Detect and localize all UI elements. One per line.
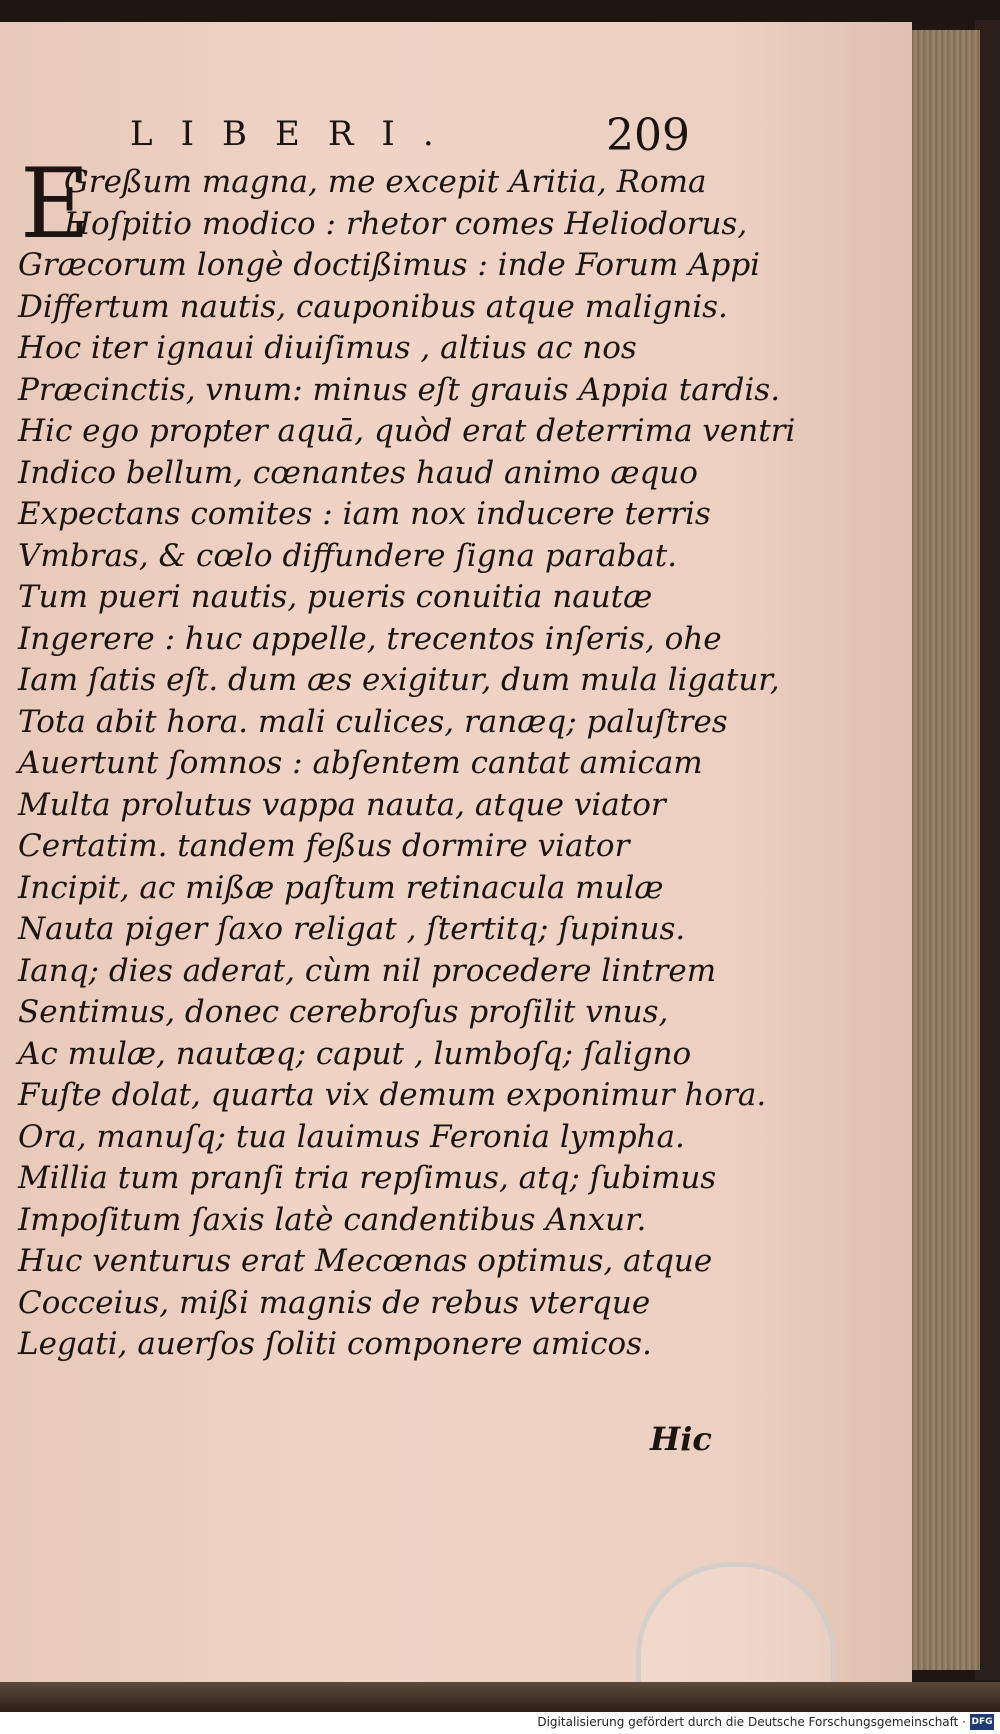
verse-line: Fuſte dolat, quarta vix demum exponimur hora. xyxy=(18,1077,767,1113)
verse-line: Præcinctis, vnum: minus eſt grauis Appia tardis. xyxy=(18,371,781,408)
verse-line: Millia tum pranſi tria repſimus, atq; ſubimus xyxy=(18,1160,717,1196)
verse-line: Ac mulæ, nautæq; caput , lumboſq; ſaligno xyxy=(18,1035,692,1072)
verse-line: Expectans comites : iam nox inducere terris xyxy=(18,496,711,532)
drop-cap: E xyxy=(20,148,91,260)
verse-line: Multa prolutus vappa nauta, atque viator xyxy=(18,786,666,823)
page-number: 209 xyxy=(606,110,690,161)
verse-line: Hoc iter ignaui diuiſimus , altius ac nos xyxy=(18,330,637,366)
funding-credit: Digitalisierung gefördert durch die Deutsche Forschungsgemeinschaft · xyxy=(537,1715,966,1729)
running-title: LIBERI. xyxy=(130,114,462,154)
catchword: Hic xyxy=(650,1420,712,1458)
dfg-logo: DFG xyxy=(970,1714,994,1730)
page-stack-edge xyxy=(908,30,980,1670)
verse-block xyxy=(18,148,796,1366)
verse-line: Auertunt ſomnos : abſentem cantat amicam xyxy=(18,745,703,781)
verse-line: Ianq; dies aderat, cùm nil procedere lintrem xyxy=(18,952,717,989)
scan-bottom-edge xyxy=(0,1682,1000,1712)
verse-line: Iam ſatis eſt. dum æs exigitur, dum mula ligatur, xyxy=(18,662,780,698)
book-page xyxy=(0,22,912,1682)
verse-line: Ingerere : huc appelle, trecentos inſeris, ohe xyxy=(18,620,722,657)
verse-line: Cocceius, mißi magnis de rebus vterque xyxy=(18,1284,651,1321)
verse-line: Impoſitum ſaxis latè candentibus Anxur. xyxy=(18,1201,647,1238)
verse-line: Incipit, ac mißæ paſtum retinacula mulæ xyxy=(18,869,664,906)
verse-line: Greßum magna, me excepit Aritia, Roma xyxy=(64,164,707,200)
verse-line: Sentimus, donec cerebroſus proſilit vnus, xyxy=(18,994,669,1030)
verse-line: Nauta piger ſaxo religat , ſtertitq; ſupinus. xyxy=(18,911,686,947)
verse-line: Tota abit hora. mali culices, ranæq; paluſtres xyxy=(18,703,728,740)
verse-line: Tum pueri nautis, pueris conuitia nautæ xyxy=(18,579,653,615)
verse-line: Indico bellum, cœnantes haud animo æquo xyxy=(18,454,698,491)
verse-line: Huc venturus erat Mecœnas optimus, atque xyxy=(18,1243,713,1279)
verse-line: Certatim. tandem feßus dormire viator xyxy=(18,828,630,864)
verse-line: Vmbras, & cœlo diffundere ſigna parabat. xyxy=(18,537,678,574)
verse-line: Græcorum longè doctißimus : inde Forum Appi xyxy=(18,247,761,283)
page-header xyxy=(130,110,690,160)
verse-line: Ora, manuſq; tua lauimus Feronia lympha. xyxy=(18,1118,685,1155)
verse-line: Differtum nautis, cauponibus atque malignis. xyxy=(18,288,728,325)
verse-line: Hic ego propter aquā, quòd erat deterrima ventri xyxy=(18,413,796,449)
verse-line: Hoſpitio modico : rhetor comes Heliodorus, xyxy=(64,205,748,242)
verse-line: Legati, auerſos ſoliti componere amicos. xyxy=(18,1326,652,1362)
footer-bar xyxy=(0,1712,1000,1734)
